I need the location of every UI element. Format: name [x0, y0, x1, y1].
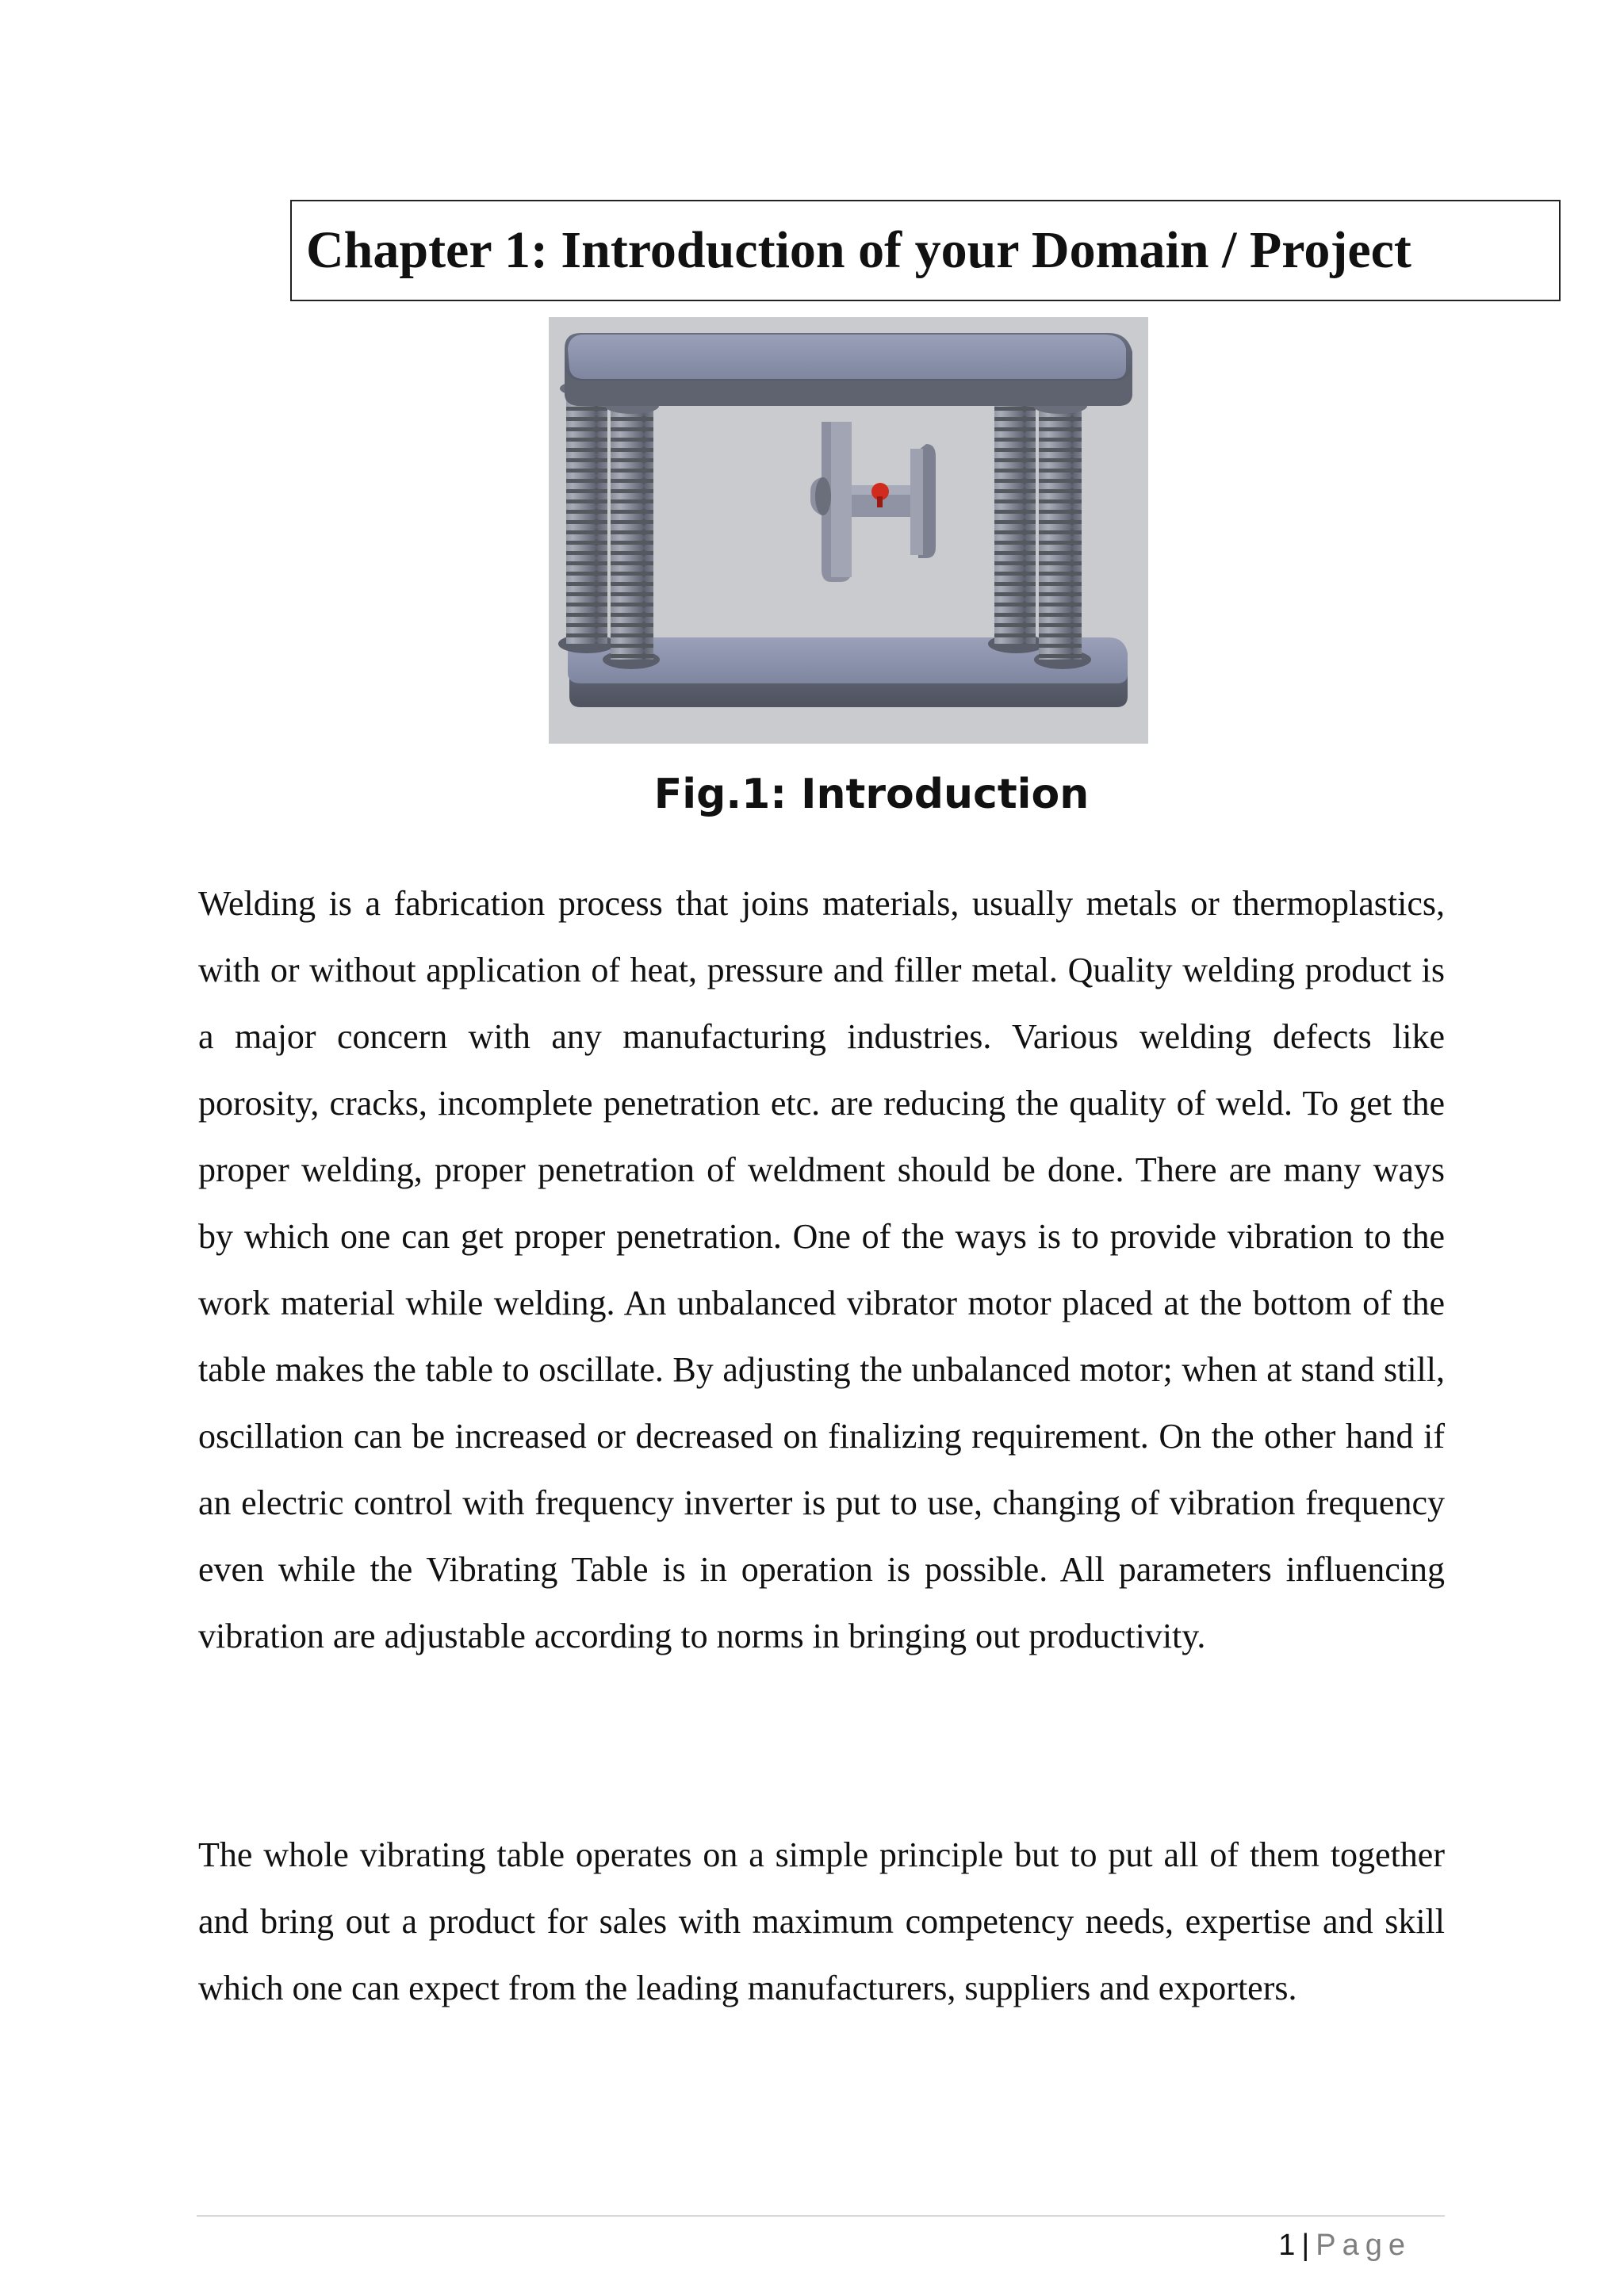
figure-caption: Fig.1: Introduction [653, 771, 1090, 818]
chapter-heading-box [290, 200, 1561, 301]
vibrating-table-icon [549, 317, 1148, 744]
footer-divider [197, 2215, 1445, 2217]
body-paragraph-1: Welding is a fabrication process that joins materials, usually metals or thermoplastics, with or without application of heat, pressure and filler metal. Quality welding product is a major concern with any manufacturing industries. Various welding defects like porosity, cracks, incomplete penetration etc. are reducing the quality of weld. To get the proper welding, proper penetration of weldment should be done. There are many ways by which one can get proper penetration. One of the ways is to provide vibration to the work material while welding. An unbalanced vibrator motor placed at the bottom of the table makes the table to oscillate. By adjusting the unbalanced motor; when at stand still, oscillation can be increased or decreased on finalizing requirement. On the other hand if an electric control with frequency inverter is put to use, changing of vibration frequency even while the Vibrating Table is in operation is possible. All parameters influencing vibration are adjustable according to norms in bringing out productivity. [198, 884, 1445, 1655]
footer-separator: | [1301, 2229, 1310, 2262]
page-footer [1278, 2225, 1411, 2266]
chapter-title: Chapter 1: Introduction of your Domain / Project [306, 221, 1411, 279]
page-number: 1 [1278, 2229, 1296, 2262]
body-paragraph-2: The whole vibrating table operates on a simple principle but to put all of them together and bring out a product for sales with maximum competency needs, expertise and skill which one can expect from the leading manufacturers, suppliers and exporters. [198, 1835, 1445, 2007]
figure-vibrating-table-image [549, 317, 1148, 744]
page-label: Page [1316, 2229, 1411, 2262]
